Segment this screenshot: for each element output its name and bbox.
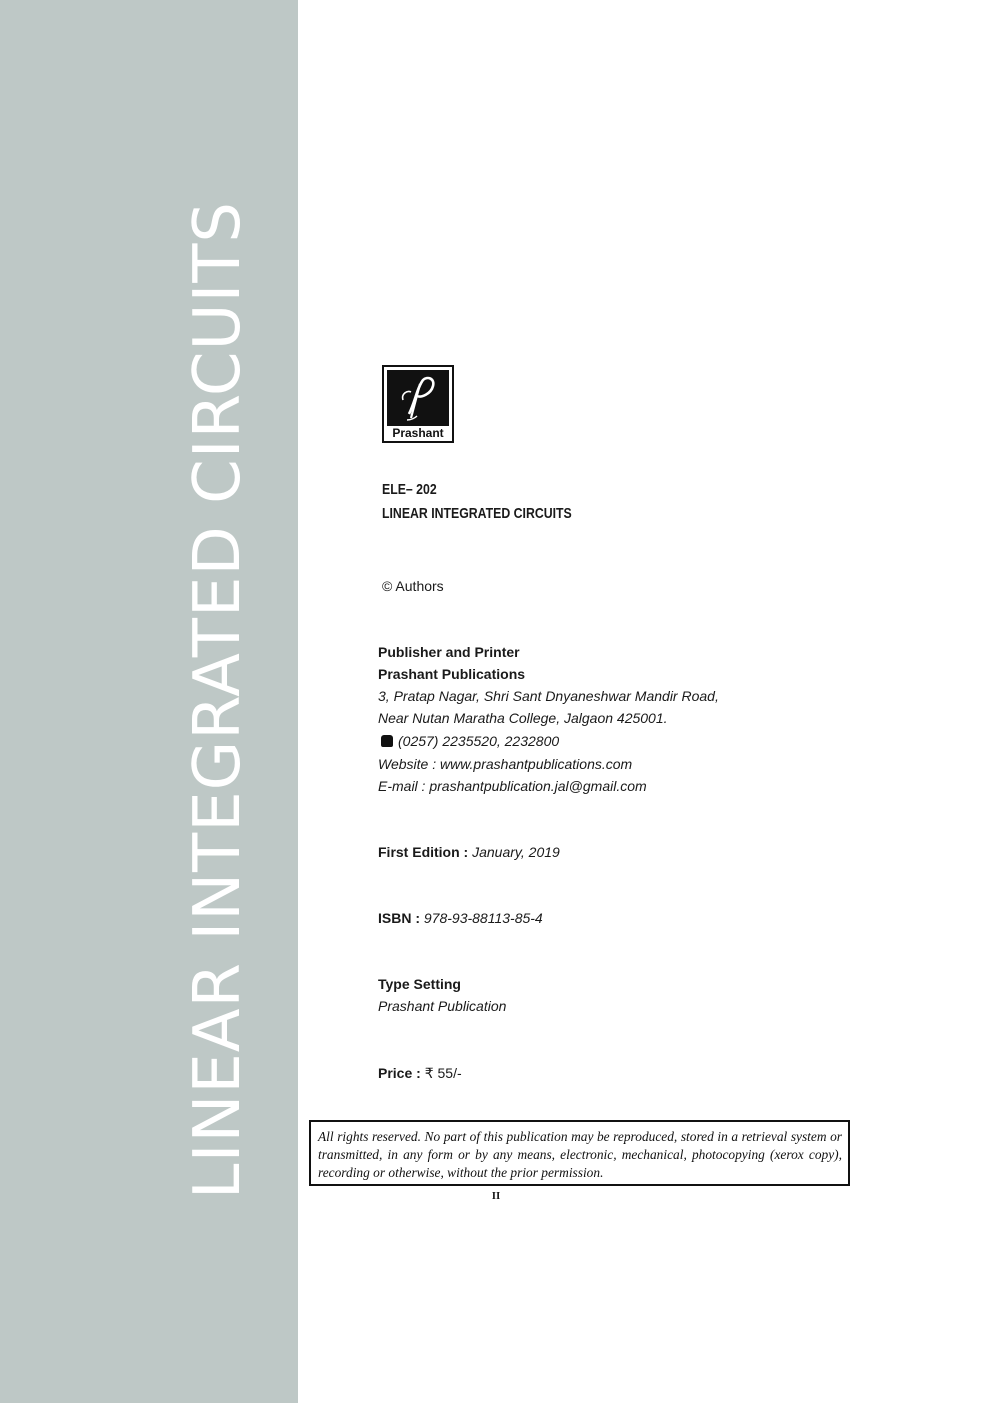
page-number: II (491, 1190, 501, 1202)
edition-label: First Edition : (378, 844, 469, 860)
address-line-2: Near Nutan Maratha College, Jalgaon 425001. (378, 710, 668, 726)
address-line-1: 3, Pratap Nagar, Shri Sant Dnyaneshwar Mandir Road, (378, 688, 719, 704)
book-title: LINEAR INTEGRATED CIRCUITS (382, 505, 572, 522)
phone-line (381, 734, 559, 748)
logo-text: Prashant (392, 426, 444, 440)
isbn-value: 978-93-88113-85-4 (423, 910, 543, 926)
price-value: ₹ 55/- (424, 1065, 462, 1081)
rights-notice: All rights reserved. No part of this publication may be reproduced, stored in a retrieval system or transmitted, in any form or by any means, electronic, mechanical, photocopying (xerox copy), recording or otherwise, without the prior permission. (309, 1120, 850, 1186)
isbn-label: ISBN : (378, 910, 420, 926)
logo-mark-icon (387, 370, 449, 426)
book-code: ELE– 202 (382, 481, 437, 498)
sidebar-title: LINEAR INTEGRATED CIRCUITS (181, 200, 255, 1200)
typesetting-heading: Type Setting (378, 976, 461, 992)
telephone-icon (381, 735, 393, 747)
sidebar-band (0, 0, 298, 1403)
publisher-heading: Publisher and Printer (378, 644, 520, 660)
isbn-line (378, 911, 543, 925)
publisher-logo (382, 365, 454, 443)
phone-numbers: (0257) 2235520, 2232800 (398, 733, 560, 749)
email-line: E-mail : prashantpublication.jal@gmail.com (378, 778, 647, 794)
website-line: Website : www.prashantpublications.com (378, 756, 633, 772)
publisher-name: Prashant Publications (378, 666, 526, 682)
price-line (378, 1066, 462, 1080)
edition-line (378, 845, 560, 859)
copyright-line: © Authors (382, 578, 444, 594)
price-label: Price : (378, 1065, 421, 1081)
typesetting-value: Prashant Publication (378, 998, 507, 1014)
edition-value: January, 2019 (472, 844, 560, 860)
